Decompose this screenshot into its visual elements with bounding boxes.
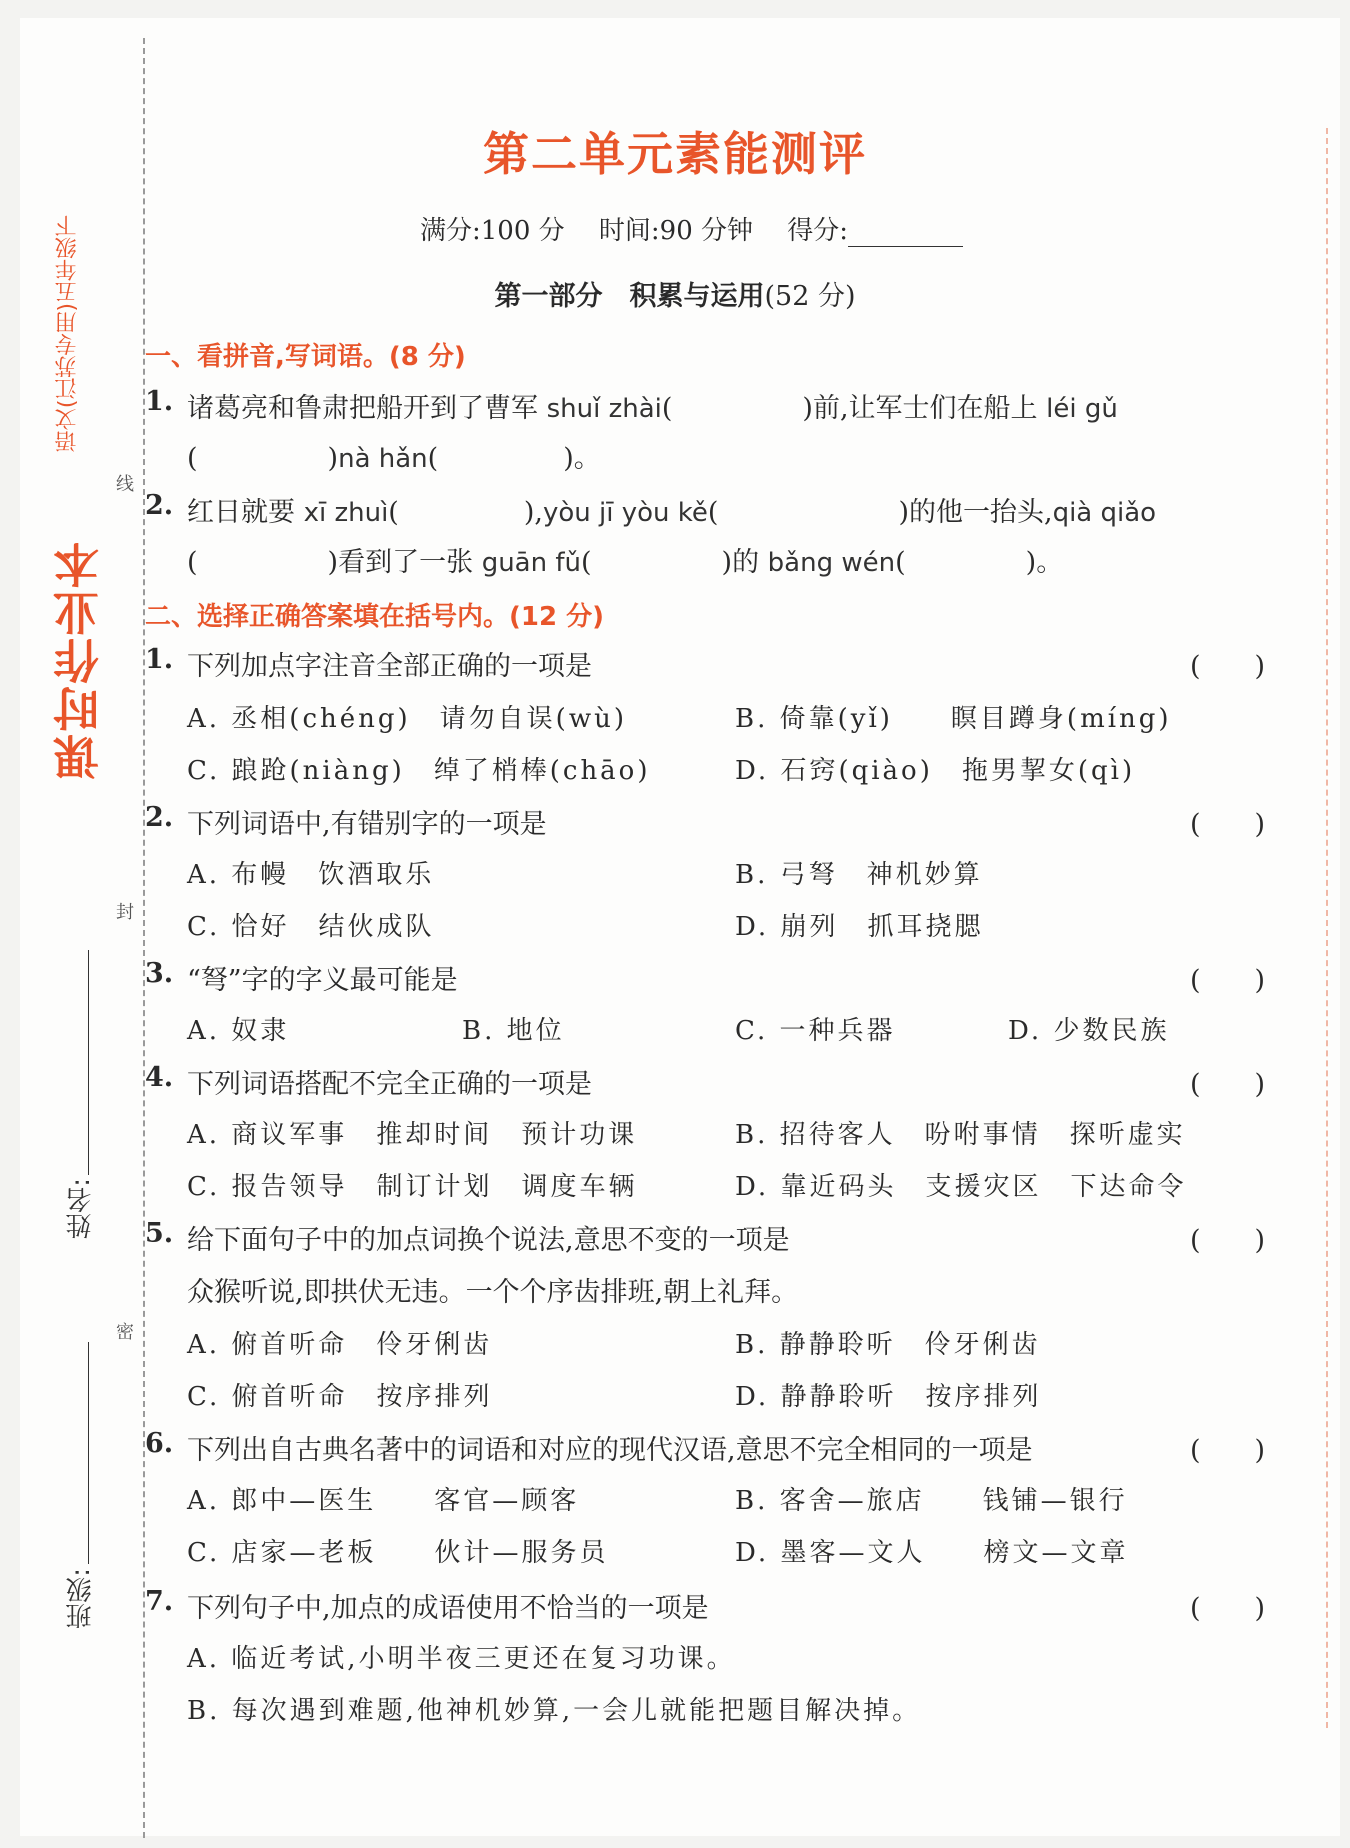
book-subtitle: 语文(江苏专用)五年级下 bbox=[55, 215, 80, 453]
text: 前,让军士们在船上 bbox=[812, 393, 1047, 424]
pinyin-question-2-line-1: 红日就要 xī zhuì( ),yòu jī yòu kě( )的他一抬头,qià qiǎo bbox=[187, 497, 1157, 528]
pinyin: bǎng wén bbox=[767, 548, 896, 578]
answer-paren[interactable]: ( ) bbox=[1190, 1069, 1266, 1100]
brand-logo: 课时作业本 bbox=[52, 540, 106, 780]
pinyin: léi gǔ bbox=[1046, 394, 1118, 424]
question-number: 5. bbox=[145, 1218, 174, 1249]
option-c: C. 踉跄(niàng) 绰了梢棒(chāo) bbox=[187, 756, 651, 786]
pinyin: yòu jī yòu kě bbox=[542, 498, 708, 528]
cut-mark-seal: 封 bbox=[116, 898, 134, 924]
option-a: A. 丞相(chéng) 请勿自误(wù) bbox=[187, 704, 627, 734]
option-d: D. 崩列 抓耳挠腮 bbox=[735, 912, 984, 942]
class-label: 班级: bbox=[66, 1568, 96, 1629]
answer-paren[interactable]: ( ) bbox=[1190, 1593, 1266, 1624]
pinyin-question-1-line-2: ( )nà hǎn( )。 bbox=[187, 443, 601, 474]
option-c: C. 恰好 结伙成队 bbox=[187, 912, 435, 942]
part-points: (52 分) bbox=[764, 281, 856, 312]
option-c: C. 报告领导 制订计划 调度车辆 bbox=[187, 1172, 638, 1202]
question-stem: 给下面句子中的加点词换个说法,意思不变的一项是 bbox=[187, 1225, 790, 1256]
class-input-line[interactable] bbox=[88, 1342, 89, 1564]
text: 诸葛亮和鲁肃把船开到了曹军 bbox=[187, 393, 547, 424]
option-a: A. 奴隶 bbox=[187, 1016, 290, 1046]
text: 看到了一张 bbox=[338, 547, 482, 578]
question-number: 7. bbox=[145, 1586, 174, 1617]
option-d: D. 静静聆听 按序排列 bbox=[735, 1382, 1042, 1412]
text: 。 bbox=[1036, 547, 1064, 578]
pinyin-question-1-line-1: 诸葛亮和鲁肃把船开到了曹军 shuǐ zhài( )前,让军士们在船上 léi gǔ bbox=[187, 393, 1118, 424]
option-b: B. 静静聆听 伶牙俐齿 bbox=[735, 1330, 1041, 1360]
pinyin: xī zhuì bbox=[303, 498, 389, 528]
question-number: 2. bbox=[145, 802, 174, 833]
score-label: 得分: bbox=[787, 216, 849, 246]
option-d: D. 少数民族 bbox=[1008, 1016, 1170, 1046]
question-stem: 下列词语搭配不完全正确的一项是 bbox=[187, 1069, 592, 1100]
question-stem: 下列出自古典名著中的词语和对应的现代汉语,意思不完全相同的一项是 bbox=[187, 1435, 1033, 1466]
page-title: 第二单元素能测评 bbox=[483, 127, 867, 181]
part-heading bbox=[0, 274, 1350, 313]
option-b: B. 每次遇到难题,他神机妙算,一会儿就能把题目解决掉。 bbox=[187, 1696, 922, 1726]
name-label: 姓名: bbox=[66, 1178, 96, 1239]
question-number: 6. bbox=[145, 1428, 174, 1459]
option-d: D. 石窍(qiào) 拖男挈女(qì) bbox=[735, 756, 1136, 786]
answer-paren[interactable]: ( ) bbox=[1190, 1225, 1266, 1256]
right-margin-line bbox=[1326, 128, 1328, 1728]
option-d: D. 靠近码头 支援灾区 下达命令 bbox=[735, 1172, 1187, 1202]
option-a: A. 商议军事 推却时间 预计功课 bbox=[187, 1120, 638, 1150]
option-a: A. 布幔 饮酒取乐 bbox=[187, 860, 435, 890]
text: 的 bbox=[732, 547, 768, 578]
section-2-title: 二、选择正确答案填在括号内。(12 分) bbox=[145, 602, 604, 632]
pinyin-question-2-line-2: ( )看到了一张 guān fǔ( )的 bǎng wén( )。 bbox=[187, 547, 1064, 578]
name-input-line[interactable] bbox=[88, 950, 89, 1175]
part-title: 第一部分 积累与运用 bbox=[494, 281, 765, 312]
exam-meta bbox=[420, 210, 989, 247]
pinyin: shuǐ zhài bbox=[546, 394, 662, 424]
quoted-sentence: 众猴听说,即拱伏无违。一个个序齿排班,朝上礼拜。 bbox=[187, 1277, 799, 1308]
answer-paren[interactable]: ( ) bbox=[1190, 809, 1266, 840]
question-stem: “弩”字的字义最可能是 bbox=[187, 965, 458, 996]
text: 红日就要 bbox=[187, 497, 304, 528]
answer-paren[interactable]: ( ) bbox=[1190, 965, 1266, 996]
question-stem: 下列加点字注音全部正确的一项是 bbox=[187, 651, 592, 682]
option-c: C. 一种兵器 bbox=[735, 1016, 896, 1046]
option-a: A. 俯首听命 伶牙俐齿 bbox=[187, 1330, 493, 1360]
time-limit: 时间:90 分钟 bbox=[598, 216, 754, 246]
question-number: 1. bbox=[145, 386, 174, 417]
answer-paren[interactable]: ( ) bbox=[1190, 651, 1266, 682]
answer-paren[interactable]: ( ) bbox=[1190, 1435, 1266, 1466]
option-b: B. 地位 bbox=[462, 1016, 565, 1046]
cut-mark-line: 线 bbox=[116, 470, 134, 496]
question-number: 1. bbox=[145, 644, 174, 675]
option-d: D. 墨客—文人 榜文—文章 bbox=[735, 1538, 1129, 1568]
question-stem: 下列词语中,有错别字的一项是 bbox=[187, 809, 547, 840]
option-b: B. 倚靠(yǐ) 瞑目蹲身(míng) bbox=[735, 704, 1172, 734]
option-b: B. 招待客人 吩咐事情 探听虚实 bbox=[735, 1120, 1186, 1150]
text: 的他一抬头, bbox=[908, 497, 1053, 528]
option-c: C. 店家—老板 伙计—服务员 bbox=[187, 1538, 609, 1568]
question-number: 3. bbox=[145, 958, 174, 989]
option-c: C. 俯首听命 按序排列 bbox=[187, 1382, 493, 1412]
text: 。 bbox=[573, 443, 601, 474]
score-input-line[interactable] bbox=[848, 220, 963, 247]
option-a: A. 郎中—医生 客官—顾客 bbox=[187, 1486, 580, 1516]
pinyin: nà hǎn bbox=[338, 444, 428, 474]
cut-mark-secret: 密 bbox=[116, 1318, 134, 1344]
pinyin: guān fǔ bbox=[481, 548, 581, 578]
question-number: 4. bbox=[145, 1062, 174, 1093]
question-stem: 下列句子中,加点的成语使用不恰当的一项是 bbox=[187, 1593, 709, 1624]
section-1-title: 一、看拼音,写词语。(8 分) bbox=[145, 342, 466, 372]
option-a: A. 临近考试,小明半夜三更还在复习功课。 bbox=[187, 1644, 736, 1674]
full-score: 满分:100 分 bbox=[420, 216, 565, 246]
option-b: B. 弓弩 神机妙算 bbox=[735, 860, 983, 890]
question-number: 2. bbox=[145, 490, 174, 521]
option-b: B. 客舍—旅店 钱铺—银行 bbox=[735, 1486, 1128, 1516]
pinyin: qià qiǎo bbox=[1052, 498, 1157, 528]
